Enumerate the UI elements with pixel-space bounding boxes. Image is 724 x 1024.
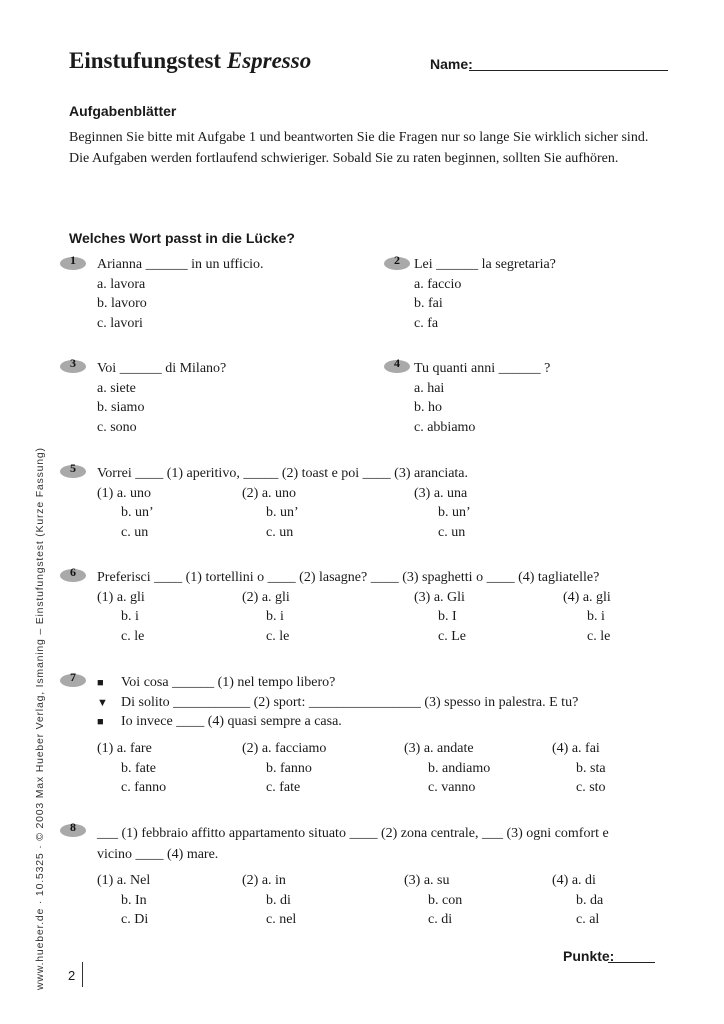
option: a. hai [414, 381, 445, 396]
question-number: 8 [60, 824, 86, 837]
page-divider [82, 962, 83, 987]
option: b. fai [414, 296, 443, 311]
option: c. vanno [428, 780, 476, 795]
subtitle: Aufgabenblätter [69, 103, 177, 119]
option: (2) a. in [242, 873, 286, 888]
dialogue-line: Di solito ___________ (2) sport: ________________ (3) spesso in palestra. E tu? [121, 695, 579, 710]
option: b. In [121, 893, 147, 908]
question-text: Tu quanti anni ______ ? [414, 361, 551, 376]
option: b. fate [121, 761, 156, 776]
option: b. i [587, 609, 605, 624]
option: c. un [266, 525, 294, 540]
option: (1) a. fare [97, 741, 152, 756]
question-text: Lei ______ la segretaria? [414, 257, 556, 272]
option: (4) a. di [552, 873, 596, 888]
question-number: 5 [60, 465, 86, 478]
option: c. fa [414, 316, 439, 331]
option: b. i [121, 609, 139, 624]
option: (2) a. uno [242, 486, 297, 501]
option: (3) a. andate [404, 741, 474, 756]
option: c. le [266, 629, 290, 644]
question-text: vicino ____ (4) mare. [97, 847, 219, 862]
section-heading: Welches Wort passt in die Lücke? [69, 230, 295, 246]
option: (3) a. Gli [414, 590, 465, 605]
name-label: Name: [430, 56, 473, 72]
option: c. fate [266, 780, 301, 795]
option: (1) a. gli [97, 590, 145, 605]
square-bullet-icon: ■ [97, 677, 104, 689]
option: c. le [587, 629, 611, 644]
option: c. un [438, 525, 466, 540]
option: c. abbiamo [414, 420, 476, 435]
option: b. siamo [97, 400, 145, 415]
question-text: ___ (1) febbraio affitto appartamento situato ____ (2) zona centrale, ___ (3) ogni comfort e [97, 826, 609, 841]
page-number: 2 [68, 968, 76, 983]
question-text: Vorrei ____ (1) aperitivo, _____ (2) toast e poi ____ (3) aranciata. [97, 466, 469, 481]
option: c. al [576, 912, 600, 927]
option: b. lavoro [97, 296, 147, 311]
option: (1) a. Nel [97, 873, 151, 888]
option: (3) a. una [414, 486, 468, 501]
option: c. Di [121, 912, 149, 927]
option: (4) a. gli [563, 590, 611, 605]
question-text: Arianna ______ in un ufficio. [97, 257, 264, 272]
option: a. siete [97, 381, 136, 396]
question-number: 1 [60, 257, 86, 270]
question-number: 6 [60, 569, 86, 582]
option: c. fanno [121, 780, 167, 795]
option: b. da [576, 893, 604, 908]
option: c. sto [576, 780, 606, 795]
option: c. lavori [97, 316, 143, 331]
dialogue-line: Voi cosa ______ (1) nel tempo libero? [121, 675, 336, 690]
option: b. sta [576, 761, 606, 776]
option: c. le [121, 629, 145, 644]
publisher-sidebar: www.hueber.de · 10.5325 · © 2003 Max Hueber Verlag, Ismaning – Einstufungstest (Kurze Fassung) [34, 447, 46, 990]
question-number: 7 [60, 674, 86, 687]
option: b. un’ [438, 505, 471, 520]
question-text: Voi ______ di Milano? [97, 361, 227, 376]
option: a. faccio [414, 277, 462, 292]
option: (2) a. facciamo [242, 741, 327, 756]
option: c. nel [266, 912, 297, 927]
option: (2) a. gli [242, 590, 290, 605]
question-number: 2 [384, 257, 410, 270]
score-label: Punkte: [563, 948, 615, 964]
option: (1) a. uno [97, 486, 152, 501]
question-text: Preferisci ____ (1) tortellini o ____ (2) lasagne? ____ (3) spaghetti o ____ (4) tagliatelle? [97, 570, 600, 585]
option: b. I [438, 609, 457, 624]
option: c. di [428, 912, 453, 927]
option: c. sono [97, 420, 137, 435]
intro-text: Beginnen Sie bitte mit Aufgabe 1 und beantworten Sie die Fragen nur so lange Sie wirklich sicher sind. Die Aufgaben werden fortlaufend schwieriger. Sobald Sie zu raten beginnen, sollten Sie aufhören. [69, 130, 649, 166]
option: b. fanno [266, 761, 312, 776]
triangle-bullet-icon: ▼ [97, 697, 108, 709]
option: (4) a. fai [552, 741, 600, 756]
score-line[interactable] [608, 962, 655, 963]
page-title: Einstufungstest Espresso [69, 48, 312, 73]
option: a. lavora [97, 277, 146, 292]
option: b. con [428, 893, 463, 908]
option: c. Le [438, 629, 466, 644]
option: b. i [266, 609, 284, 624]
square-bullet-icon: ■ [97, 716, 104, 728]
option: b. di [266, 893, 291, 908]
option: b. ho [414, 400, 442, 415]
option: (3) a. su [404, 873, 450, 888]
option: b. un’ [121, 505, 154, 520]
option: c. un [121, 525, 149, 540]
option: b. un’ [266, 505, 299, 520]
question-number: 4 [384, 360, 410, 373]
question-number: 3 [60, 360, 86, 373]
name-line[interactable] [469, 70, 668, 71]
dialogue-line: Io invece ____ (4) quasi sempre a casa. [121, 714, 342, 729]
option: b. andiamo [428, 761, 491, 776]
